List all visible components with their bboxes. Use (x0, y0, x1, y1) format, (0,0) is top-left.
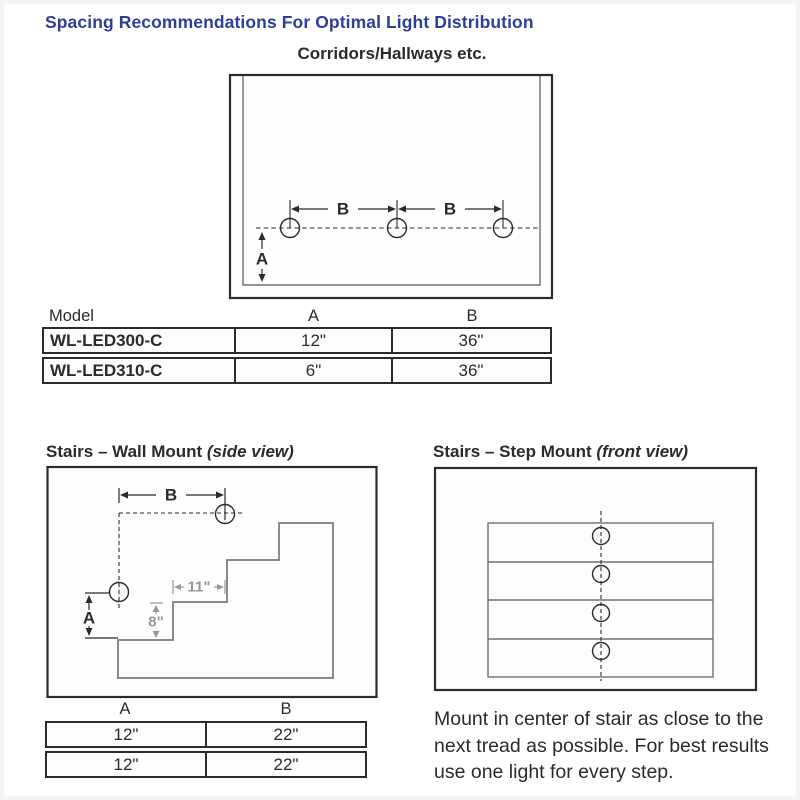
a-cell: 12" (234, 329, 391, 352)
dim-b-label: B (164, 485, 178, 505)
col-header-a: A (307, 307, 319, 325)
dim-b-label: B (443, 199, 457, 219)
tread-depth-label: 11" (187, 578, 211, 596)
a-cell: 12" (113, 754, 139, 774)
col-header-b: B (466, 307, 478, 325)
table-row (45, 751, 367, 778)
step-mount-diagram (433, 465, 759, 693)
col-header-model: Model (49, 307, 94, 325)
diagram-frame (48, 467, 377, 697)
table-header-row (45, 696, 367, 719)
col-header-b: B (280, 700, 292, 718)
wall-mount-label (46, 442, 294, 462)
corridor-diagram-label: Corridors/Hallways etc. (297, 44, 487, 63)
step-mount-label-text: Stairs – Step Mount (433, 442, 597, 461)
a-cell: 12" (113, 724, 139, 744)
step-mount-view-text: (front view) (596, 442, 689, 461)
table-row (42, 357, 552, 384)
page-title: Spacing Recommendations For Optimal Light Distribution (45, 12, 534, 32)
table-row (45, 721, 367, 748)
b-cell: 22" (205, 723, 365, 746)
step-mount-label (433, 442, 688, 462)
b-cell: 22" (205, 753, 365, 776)
dim-a-label: A (82, 608, 96, 628)
dim-b-label: B (336, 199, 350, 219)
riser-height-label: 8" (148, 613, 164, 631)
wall-mount-label-text: Stairs – Wall Mount (46, 442, 207, 461)
corridor-outer-wall (230, 75, 552, 298)
wall-mount-diagram (46, 465, 378, 699)
dim-a-label: A (255, 249, 269, 269)
wall-mount-view-text: (side view) (206, 442, 294, 461)
stair-spacing-table (45, 696, 367, 778)
model-spacing-table (42, 303, 552, 384)
mounting-note: Mount in center of stair as close to the next tread as possible. For best results use one light for every step. (434, 708, 769, 784)
b-cell: 36" (391, 329, 549, 352)
a-cell: 6" (234, 359, 391, 382)
col-header-a: A (119, 700, 131, 718)
corridor-diagram (227, 70, 557, 302)
table-row (42, 327, 552, 354)
table-header-row (42, 303, 552, 326)
model-cell: WL-LED300-C (50, 330, 163, 350)
b-cell: 36" (391, 359, 549, 382)
model-cell: WL-LED310-C (50, 360, 163, 380)
